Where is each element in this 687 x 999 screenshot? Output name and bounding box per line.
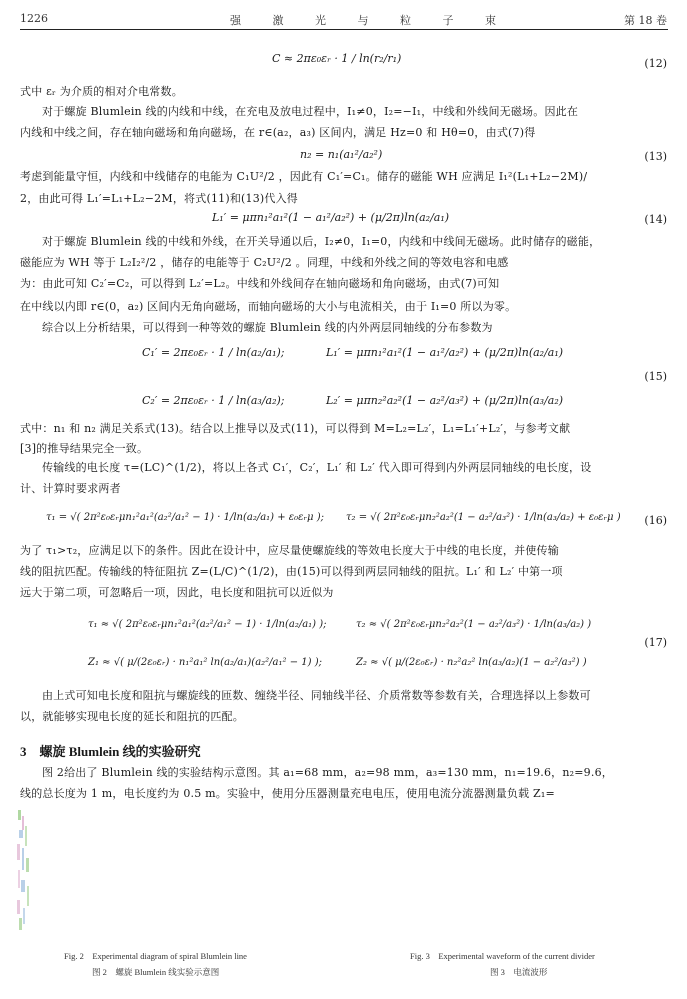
body-line: 传输线的电长度 τ=(LC)^(1/2)，将以上各式 C₁′，C₂′，L₁′ 和 L₂′ 代入即可得到内外两层同轴线的电长度，设: [42, 461, 592, 474]
equation-17-z2: Z₂ ≈ √( μ/(2ε₀εᵣ) · n₂²a₂² ln(a₃/a₂)(1 − a₂²/a₃²) ): [356, 657, 587, 668]
equation-12: C ≈ 2πε₀εᵣ · 1 / ln(r₂/r₁): [272, 52, 402, 65]
equation-15-l2: L₂′ = μπn₂²a₂²(1 − a₂²/a₃²) + (μ/2π)ln(a₃/a₂): [326, 394, 564, 407]
body-line: 在中线以内即 r∈(0，a₂) 区间内无角向磁场，而轴向磁场的大小与电流相关，由于 I₁=0 所以为零。: [20, 300, 517, 313]
body-line: 对于螺旋 Blumlein 线的中线和外线，在开关导通以后，I₂≠0，I₁=0，内线和中线间无磁场。此时储存的磁能，: [42, 235, 601, 248]
body-line: [42, 765, 668, 780]
equation-number-17: (17): [644, 636, 667, 649]
equation-number-13: (13): [644, 150, 667, 163]
equation-13: n₂ = n₁(a₁²/a₂²): [300, 148, 383, 161]
body-line: 由上式可知电长度和阻抗与螺旋线的匝数、缠绕半径、同轴线半径、介质常数等参数有关，合理选择以上参数可: [42, 689, 591, 702]
section-heading: 3 螺旋 Blumlein 线的实验研究: [20, 744, 201, 759]
body-line: 为了 τ₁>τ₂，应满足以下的条件。因此在设计中，应尽量使螺旋线的等效电长度大于中线的电长度，并使传输: [20, 544, 559, 557]
body-line: 以，就能够实现电长度的延长和阻抗的匹配。: [20, 710, 244, 723]
fig3-caption-en: Fig. 3 Experimental waveform of the current divider: [410, 951, 595, 961]
fig2-reference: 图 2: [42, 766, 65, 779]
body-line: 线的总长度为 1 m，电长度约为 0.5 m。实验中，使用分压器测量充电电压，使用电流分流器测量负载 Z₁=: [20, 787, 555, 800]
equation-number-14: (14): [644, 213, 667, 226]
equation-15-c1: C₁′ = 2πε₀εᵣ · 1 / ln(a₂/a₁);: [142, 346, 285, 359]
equation-16-tau2: τ₂ = √( 2π²ε₀εᵣμn₂²a₂²(1 − a₂²/a₃²) · 1/ln(a₃/a₂) + ε₀εᵣμ ): [346, 512, 621, 523]
body-line: 线的阻抗匹配。传输线的特征阻抗 Z=(L/C)^(1/2)，由(15)可以得到两层同轴线的阻抗。L₁′ 和 L₂′ 中第一项: [20, 565, 563, 578]
equation-14: L₁′ = μπn₁²a₁²(1 − a₁²/a₂²) + (μ/2π)ln(a₂/a₁): [212, 211, 450, 224]
equation-number-16: (16): [644, 514, 667, 527]
equation-15-c2: C₂′ = 2πε₀εᵣ · 1 / ln(a₃/a₂);: [142, 394, 285, 407]
body-line: 计、计算时要求两者: [20, 482, 121, 495]
body-line: 式中：n₁ 和 n₂ 满足关系式(13)。结合以上推导以及式(11)，可以得到 M=L₂=L₂′，L₁=L₁′+L₂′，与参考文献: [20, 422, 571, 435]
fig2-caption-zh: 图 2 螺旋 Blumlein 线实验示意图: [92, 967, 220, 977]
equation-15-l1: L₁′ = μπn₁²a₁²(1 − a₁²/a₂²) + (μ/2π)ln(a₂/a₁): [326, 346, 564, 359]
body-line: 考虑到能量守恒，内线和中线储存的电能为 C₁U²/2 ，因此有 C₁′=C₁。储存的磁能 WH 应满足 I₁²(L₁+L₂−2M)/: [20, 170, 588, 183]
volume-label: 第 18 卷: [624, 14, 667, 27]
body-line: 式中 εᵣ 为介质的相对介电常数。: [20, 85, 183, 98]
body-line: 远大于第二项，可忽略后一项，因此，电长度和阻抗可以近似为: [20, 586, 334, 599]
body-line: [3]的推导结果完全一致。: [20, 442, 149, 455]
body-line: 综合以上分析结果，可以得到一种等效的螺旋 Blumlein 线的内外两层同轴线的分布参数为: [42, 321, 493, 334]
equation-16-tau1: τ₁ = √( 2π²ε₀εᵣμn₁²a₁²(a₂²/a₁² − 1) · 1/ln(a₂/a₁) + ε₀εᵣμ );: [46, 512, 324, 523]
page-number: 1226: [20, 12, 48, 25]
body-line: 内线和中线之间，存在轴向磁场和角向磁场，在 r∈(a₂，a₃) 区间内，满足 Hz=0 和 Hθ=0，由式(7)得: [20, 126, 536, 139]
body-line-text: 给出了 Blumlein 线的实验结构示意图。其 a₁=68 mm，a₂=98 mm，a₃=130 mm，n₁=19.6，n₂=9.6，: [64, 766, 613, 779]
figure-2-image: [16, 808, 40, 933]
figure-2-strip-graphic: [16, 808, 40, 933]
body-line: 对于螺旋 Blumlein 线的内线和中线，在充电及放电过程中，I₁≠0，I₂=−I₁，中线和外线间无磁场。因此在: [42, 105, 579, 118]
equation-17-tau2: τ₂ ≈ √( 2π²ε₀εᵣμn₂²a₂²(1 − a₂²/a₃²) · 1/ln(a₃/a₂) ): [356, 619, 592, 630]
equation-number-12: (12): [644, 57, 667, 70]
body-line: 磁能应为 WH 等于 L₂I₂²/2 ，储存的电能等于 C₂U²/2 。同理，中线和外线之间的等效电容和电感: [20, 256, 509, 269]
body-line: 2，由此可得 L₁′=L₁+L₂−2M，将式(11)和(13)代入得: [20, 192, 299, 205]
fig2-caption-en: Fig. 2 Experimental diagram of spiral Blumlein line: [64, 951, 247, 961]
header-rule: [20, 29, 668, 30]
body-line: 为：由此可知 C₂′=C₂，可以得到 L₂′=L₂。中线和外线间存在轴向磁场和角向磁场，由式(7)可知: [20, 277, 500, 290]
journal-name: 强 激 光 与 粒 子 束: [230, 14, 510, 27]
fig3-caption-zh: 图 3 电流波形: [490, 967, 548, 977]
equation-number-15: (15): [644, 370, 667, 383]
equation-17-tau1: τ₁ ≈ √( 2π²ε₀εᵣμn₁²a₁²(a₂²/a₁² − 1) · 1/ln(a₂/a₁) );: [88, 619, 327, 630]
equation-17-z1: Z₁ ≈ √( μ/(2ε₀εᵣ) · n₁²a₁² ln(a₂/a₁)(a₂²/a₁² − 1) );: [88, 657, 322, 668]
